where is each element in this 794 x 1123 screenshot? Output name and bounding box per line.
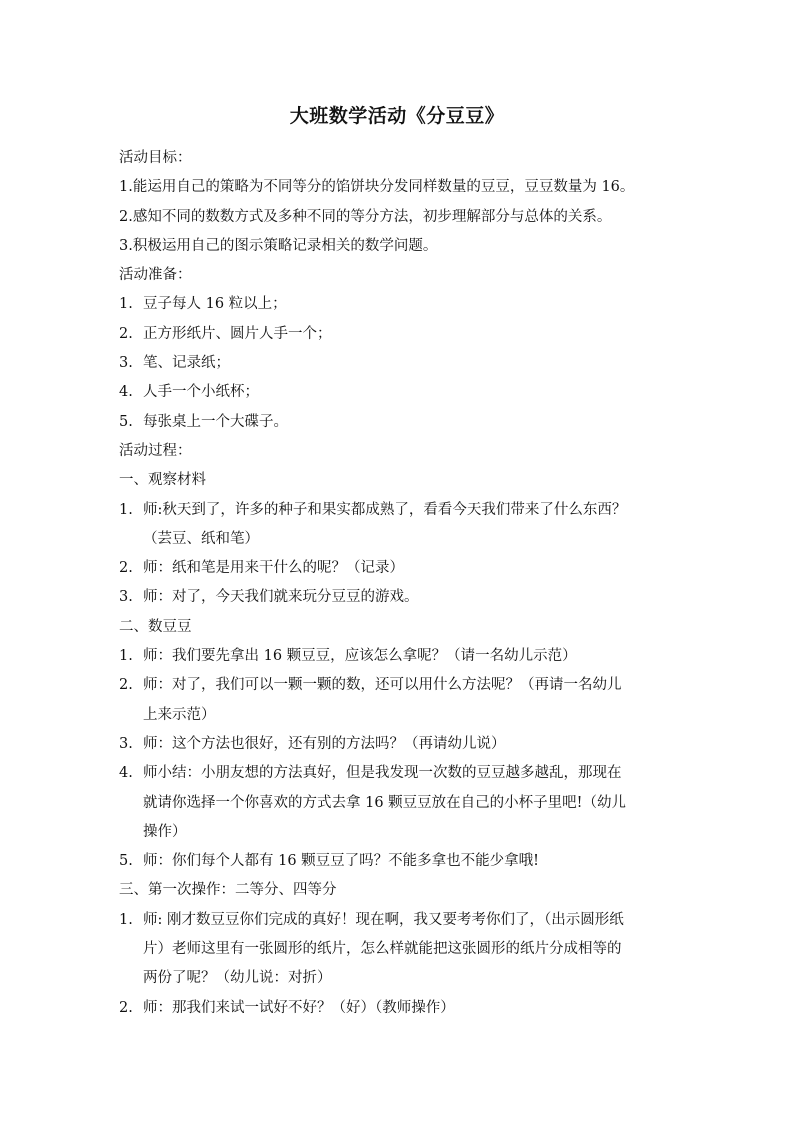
item-text: （芸豆、纸和笔） [143,530,259,547]
item-text: 师：你们每个人都有 16 颗豆豆了吗？不能多拿也不能少拿哦! [143,853,539,870]
step-item [119,847,679,876]
step-item [119,583,679,612]
item-number: 2. [119,999,133,1016]
document-title: 大班数学活动《分豆豆》 [289,105,505,127]
step-item [119,994,679,1023]
section3-list [119,906,679,1023]
item-number: 2. [119,677,133,694]
step-item [119,496,679,555]
item-number: 1. [119,648,133,665]
item-text: 师：这个方法也很好，还有别的方法吗？（再请幼儿说） [143,735,506,752]
goal-item: 1.能运用自己的策略为不同等分的馅饼块分发同样数量的豆豆，豆豆数量为 16。 [119,179,635,196]
item-number: 4. [119,384,133,401]
item-number: 5. [119,413,133,430]
item-text: 片）老师这里有一张圆形的纸片，怎么样就能把这张圆形的纸片分成相等的 [143,941,622,958]
item-number: 3. [119,735,133,752]
item-number: 3. [119,589,133,606]
item-number: 2. [119,560,133,577]
process-heading: 活动过程： [119,442,192,459]
item-text: 每张桌上一个大碟子。 [143,413,288,430]
item-text: 师：对了，我们可以一颗一颗的数，还可以用什么方法呢？（再请一名幼儿 [143,677,622,694]
goal-item: 2.感知不同的数数方式及多种不同的等分方法，初步理解部分与总体的关系。 [119,208,612,225]
item-text: 师：纸和笔是用来干什么的呢？（记录） [143,560,404,577]
section2-list [119,642,679,876]
item-text: 人手一个小纸杯； [143,384,259,401]
item-text: 笔、记录纸； [143,355,230,372]
goals-heading: 活动目标： [119,150,192,166]
item-number: 5. [119,853,133,870]
section-heading: 二、数豆豆 [119,618,192,635]
item-text: 师：对了，今天我们就来玩分豆豆的游戏。 [143,589,419,606]
step-item [119,554,679,583]
item-text: 上来示范） [143,706,216,723]
item-text: 豆子每人 16 粒以上； [143,296,287,313]
document-body [119,144,679,1023]
item-number: 1. [119,911,133,928]
goal-item: 3.积极运用自己的图示策略记录相关的数学问题。 [119,237,438,254]
step-item [119,759,679,847]
item-number: 1. [119,501,133,518]
prep-list [119,290,679,436]
step-item [119,671,679,730]
prep-heading: 活动准备： [119,267,192,284]
step-item [119,730,679,759]
item-number: 4. [119,765,133,782]
prep-item [119,320,679,349]
item-number: 3. [119,355,133,372]
item-text: 就请你选择一个你喜欢的方式去拿 16 颗豆豆放在自己的小杯子里吧!（幼儿 [143,794,626,811]
item-text: 师：那我们来试一试好不好？（好）（教师操作） [143,999,455,1016]
prep-item [119,349,679,378]
prep-item [119,290,679,319]
item-text: 师: 刚才数豆豆你们完成的真好！现在啊，我又要考考你们了，（出示圆形纸 [143,911,624,928]
prep-item [119,378,679,407]
item-text: 操作） [143,823,187,840]
section-heading: 三、第一次操作：二等分、四等分 [119,882,337,899]
item-text: 两份了呢？（幼儿说：对折） [143,970,332,987]
section-heading: 一、观察材料 [119,472,206,489]
step-item [119,906,679,994]
item-text: 师：我们要先拿出 16 颗豆豆，应该怎么拿呢？（请一名幼儿示范） [143,648,577,665]
prep-item [119,408,679,437]
item-number: 2. [119,325,133,342]
item-text: 师小结：小朋友想的方法真好，但是我发现一次数的豆豆越多越乱，那现在 [143,765,622,782]
item-text: 师:秋天到了，许多的种子和果实都成熟了，看看今天我们带来了什么东西？ [143,501,627,518]
step-item [119,642,679,671]
item-number: 1. [119,296,133,313]
section1-list [119,496,679,613]
item-text: 正方形纸片、圆片人手一个； [143,325,332,342]
